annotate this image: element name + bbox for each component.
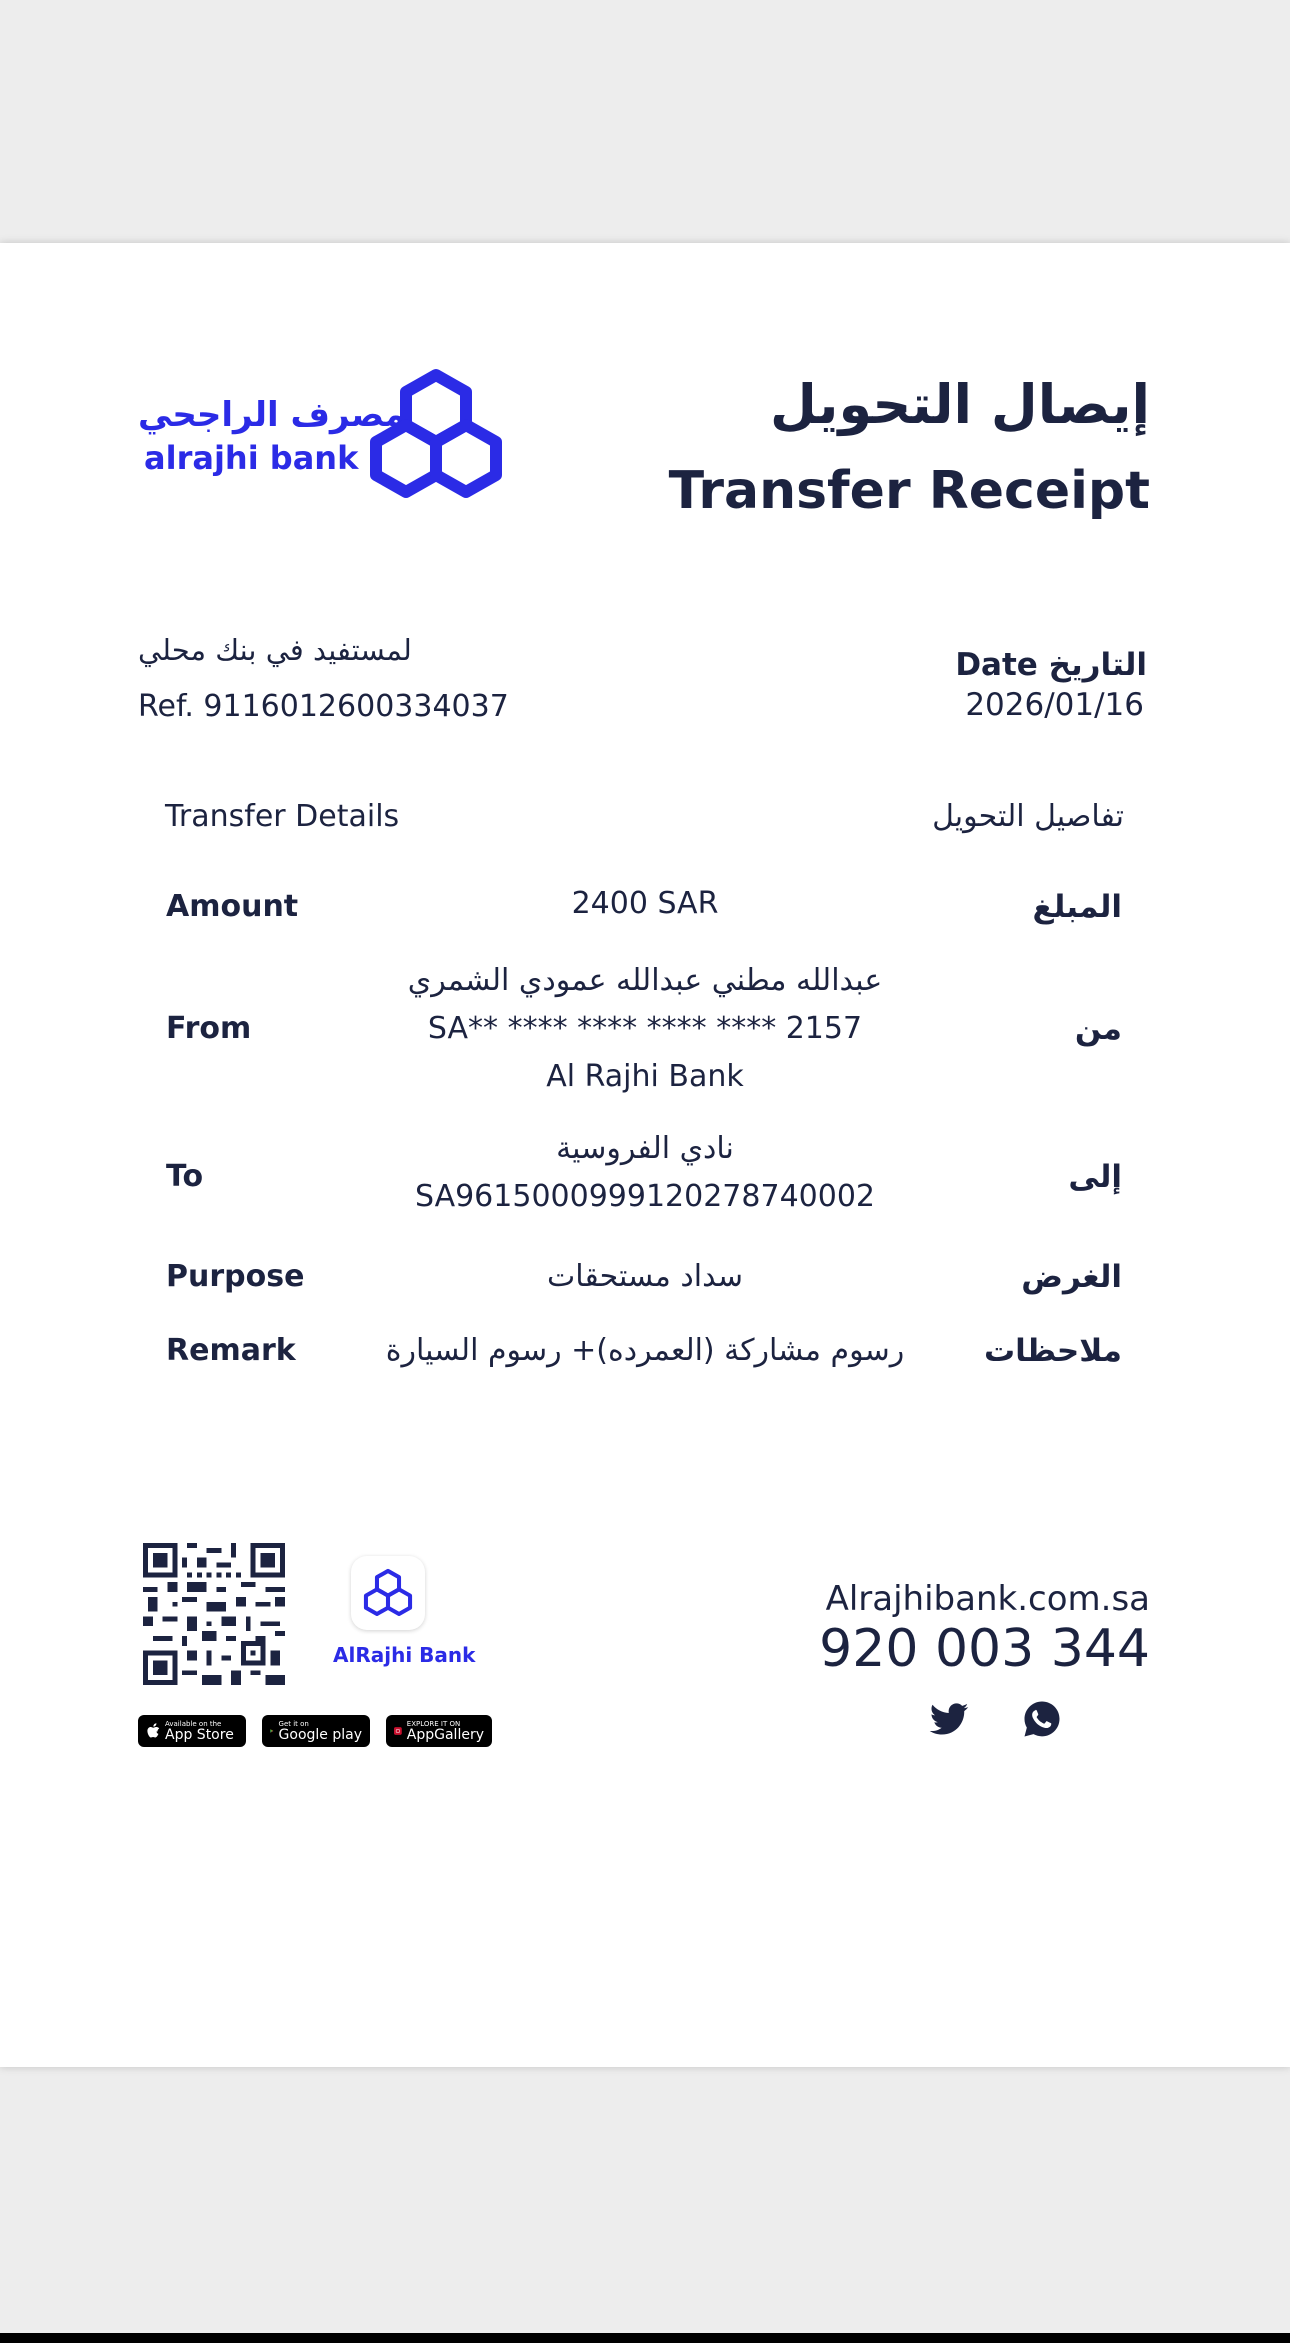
apple-icon <box>146 1723 160 1739</box>
google-play-big: Google play <box>278 1726 362 1743</box>
remark-value: رسوم مشاركة (العمرده)+ رسوم السيارة <box>385 1333 905 1368</box>
amount-label-english: Amount <box>166 889 299 924</box>
from-account: SA** **** **** **** **** 2157 <box>427 1011 863 1046</box>
website-link[interactable]: Alrajhibank.com.sa <box>825 1579 1150 1619</box>
date-label: Date التاريخ <box>955 647 1147 683</box>
from-label-arabic: من <box>1074 1011 1122 1047</box>
appgallery-badge[interactable] <box>386 1715 492 1747</box>
google-play-badge[interactable] <box>262 1715 370 1747</box>
app-store-small: Available on the <box>165 1719 222 1728</box>
purpose-label-english: Purpose <box>166 1259 305 1294</box>
alrajhi-app-icon[interactable] <box>351 1556 425 1630</box>
from-bank: Al Rajhi Bank <box>546 1059 744 1094</box>
bank-logo-english: alrajhi bank <box>144 439 359 477</box>
app-store-badge[interactable] <box>138 1715 246 1747</box>
section-title-arabic: تفاصيل التحويل <box>932 799 1124 834</box>
from-name: عبدالله مطني عبدالله عمودي الشمري <box>407 963 883 998</box>
remark-label-english: Remark <box>166 1333 296 1368</box>
purpose-value: سداد مستحقات <box>547 1259 743 1294</box>
to-iban: SA9615000999120278740002 <box>414 1179 876 1214</box>
title-english: Transfer Receipt <box>668 461 1150 521</box>
phone-number[interactable]: 920 003 344 <box>819 1619 1150 1679</box>
app-store-big: App Store <box>165 1726 234 1743</box>
beneficiary-type: لمستفيد في بنك محلي <box>138 633 412 667</box>
bottom-bar <box>0 2333 1290 2343</box>
qr-code-icon[interactable] <box>143 1543 285 1685</box>
appgallery-big: AppGallery <box>406 1726 484 1743</box>
amount-label-arabic: المبلغ <box>1032 889 1122 925</box>
from-label-english: From <box>166 1011 252 1046</box>
remark-label-arabic: ملاحظات <box>983 1333 1122 1369</box>
to-name: نادي الفروسية <box>556 1131 734 1166</box>
purpose-label-arabic: الغرض <box>1021 1259 1122 1295</box>
receipt-card <box>0 243 1290 2067</box>
huawei-appgallery-icon <box>394 1722 402 1740</box>
alrajhi-logo-icon <box>368 367 504 503</box>
bank-logo-arabic: مصرف الراجحي <box>138 395 406 435</box>
twitter-icon[interactable] <box>928 1699 970 1741</box>
amount-value: 2400 SAR <box>571 886 719 921</box>
reference-number: Ref. 9116012600334037 <box>138 689 509 724</box>
date-value: 2026/01/16 <box>965 687 1144 723</box>
whatsapp-icon[interactable] <box>1022 1699 1062 1739</box>
to-label-english: To <box>166 1159 204 1194</box>
google-play-small: Get it on <box>278 1719 309 1728</box>
appgallery-small: EXPLORE IT ON <box>406 1719 461 1728</box>
app-name: AlRajhi Bank <box>333 1643 476 1667</box>
title-arabic: إيصال التحويل <box>769 373 1150 436</box>
section-title-english: Transfer Details <box>165 799 400 834</box>
google-play-icon <box>270 1723 274 1739</box>
to-label-arabic: إلى <box>1068 1159 1122 1195</box>
